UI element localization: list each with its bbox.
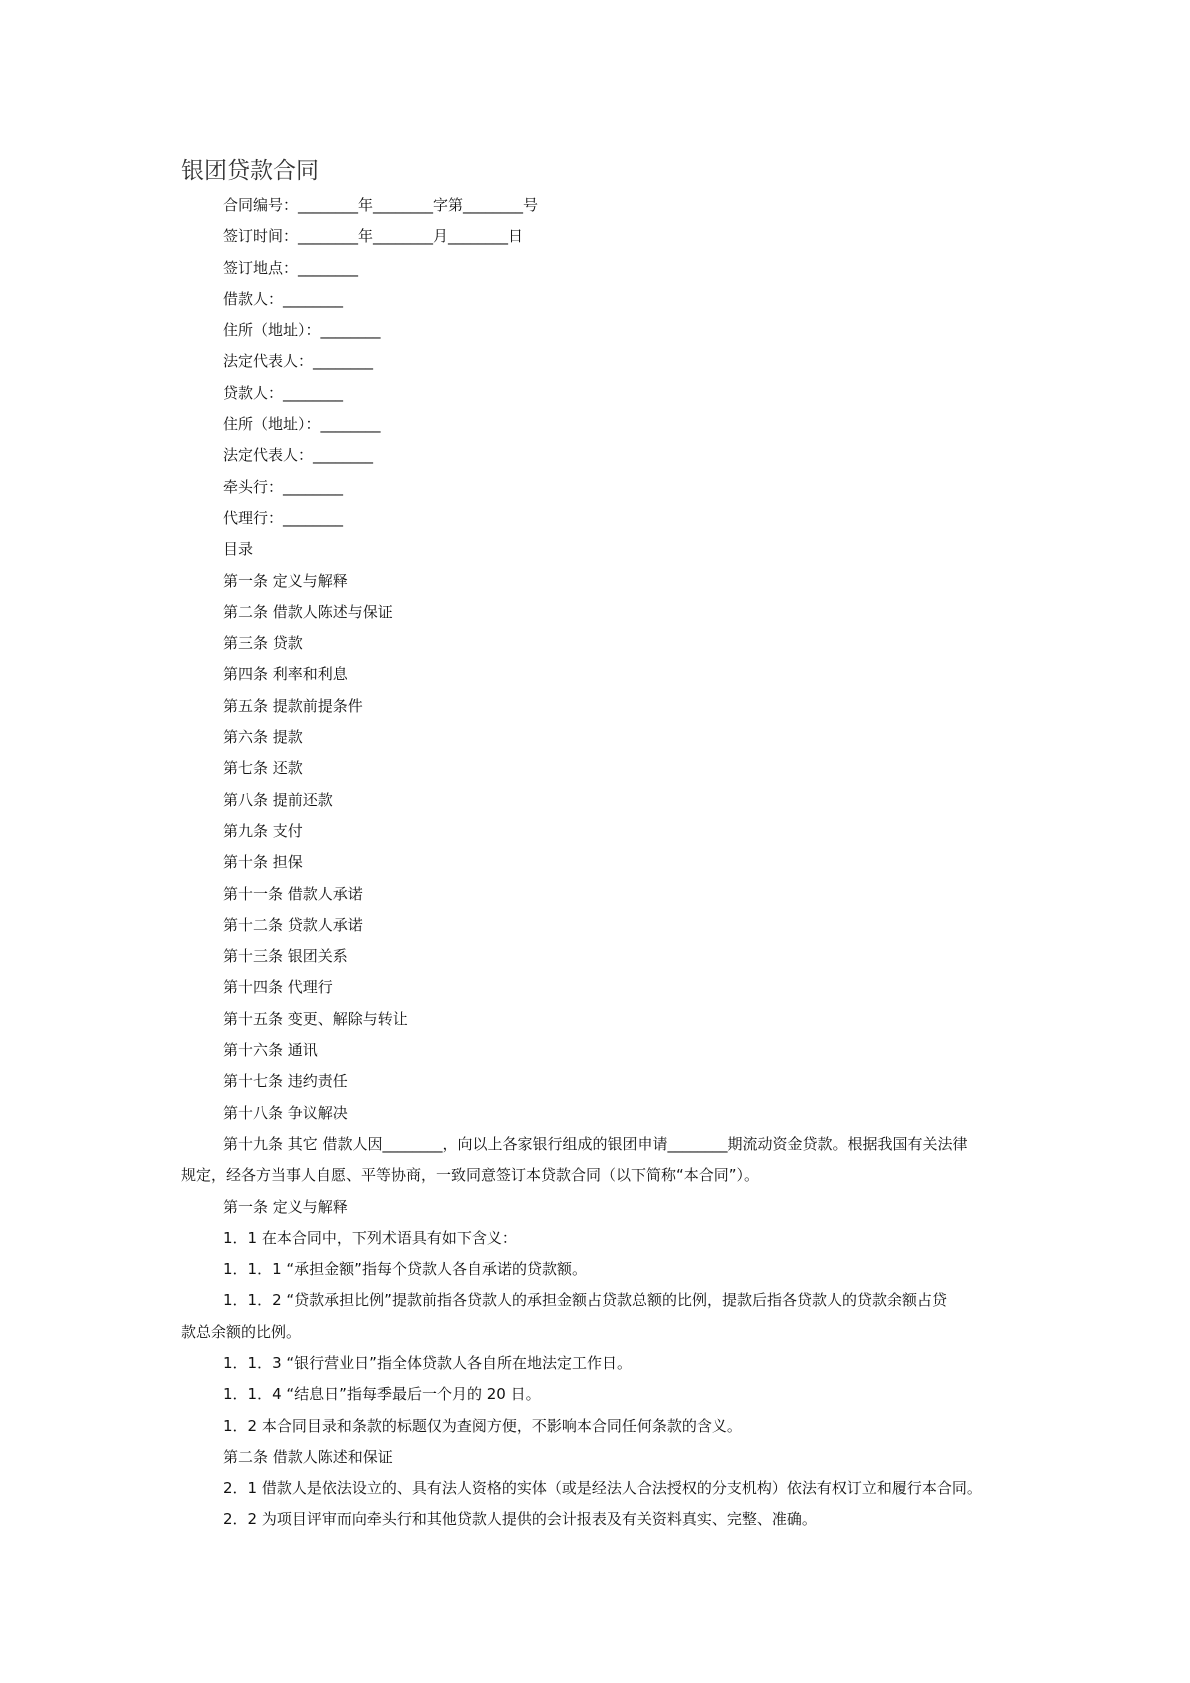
text-line: 第九条 支付 <box>223 821 303 840</box>
text-line: 第三条 贷款 <box>223 634 303 653</box>
text-line: 1．1．1 “承担金额”指每个贷款人各自承诺的贷款额。 <box>223 1260 587 1279</box>
text-line: 1．1．2 “贷款承担比例”提款前指各贷款人的承担金额占贷款总额的比例，提款后指各贷款人的贷款余额占贷 <box>223 1291 947 1310</box>
text-line: 牵头行：________ <box>223 477 344 496</box>
text-line: 第十七条 违约责任 <box>223 1072 348 1091</box>
text-line: 法定代表人：________ <box>223 446 374 465</box>
text-line: 2．1 借款人是依法设立的、具有法人资格的实体（或是经法人合法授权的分支机构）依法有权订立和履行本合同。 <box>223 1479 982 1498</box>
text-line: 第十五条 变更、解除与转让 <box>223 1009 408 1028</box>
text-line: 第八条 提前还款 <box>223 790 333 809</box>
text-line: 第十条 担保 <box>223 853 303 872</box>
text-line: 1．1．3 “银行营业日”指全体贷款人各自所在地法定工作日。 <box>223 1353 632 1372</box>
text-line: 1．1．4 “结息日”指每季最后一个月的 20 日。 <box>223 1385 541 1404</box>
text-line: 第二条 借款人陈述与保证 <box>223 602 393 621</box>
text-line: 第十一条 借款人承诺 <box>223 884 363 903</box>
text-line: 第十六条 通讯 <box>223 1041 318 1060</box>
document-body <box>181 190 1021 1536</box>
text-line: 第十四条 代理行 <box>223 978 333 997</box>
text-line: 第十三条 银团关系 <box>223 947 348 966</box>
text-line: 1．1 在本合同中，下列术语具有如下含义： <box>223 1228 517 1247</box>
text-line: 法定代表人：________ <box>223 352 374 371</box>
text-line: 第十八条 争议解决 <box>223 1103 348 1122</box>
text-line: 住所（地址）：________ <box>223 415 381 434</box>
text-line: 规定，经各方当事人自愿、平等协商，一致同意签订本贷款合同（以下简称“本合同”）。 <box>181 1166 760 1185</box>
text-line: 1．2 本合同目录和条款的标题仅为查阅方便，不影响本合同任何条款的含义。 <box>223 1416 742 1435</box>
text-line: 第四条 利率和利息 <box>223 665 348 684</box>
text-line: 代理行：________ <box>223 508 344 527</box>
text-line: 目录 <box>223 540 254 559</box>
text-line: 住所（地址）：________ <box>223 321 381 340</box>
text-line: 借款人：________ <box>223 289 344 308</box>
text-line: 贷款人：________ <box>223 383 344 402</box>
text-line: 第六条 提款 <box>223 728 303 747</box>
text-line: 合同编号：________年________字第________号 <box>223 196 539 214</box>
text-line: 第十九条 其它 借款人因________，向以上各家银行组成的银团申请________期流动资金贷款。根据我国有关法律 <box>223 1134 968 1153</box>
text-line: 第一条 定义与解释 <box>223 571 348 590</box>
text-line: 款总余额的比例。 <box>181 1322 302 1341</box>
text-line: 签订时间：________年________月________日 <box>223 227 524 246</box>
text-line: 2．2 为项目评审而向牵头行和其他贷款人提供的会计报表及有关资料真实、完整、准确。 <box>223 1510 817 1529</box>
text-line: 第七条 还款 <box>223 759 303 778</box>
text-line: 第五条 提款前提条件 <box>223 696 363 715</box>
text-line: 第一条 定义与解释 <box>223 1197 348 1216</box>
document-title: 银团贷款合同 <box>181 158 319 184</box>
text-line: 签订地点：________ <box>223 258 359 277</box>
text-line: 第十二条 贷款人承诺 <box>223 915 363 934</box>
text-line: 第二条 借款人陈述和保证 <box>223 1447 393 1466</box>
